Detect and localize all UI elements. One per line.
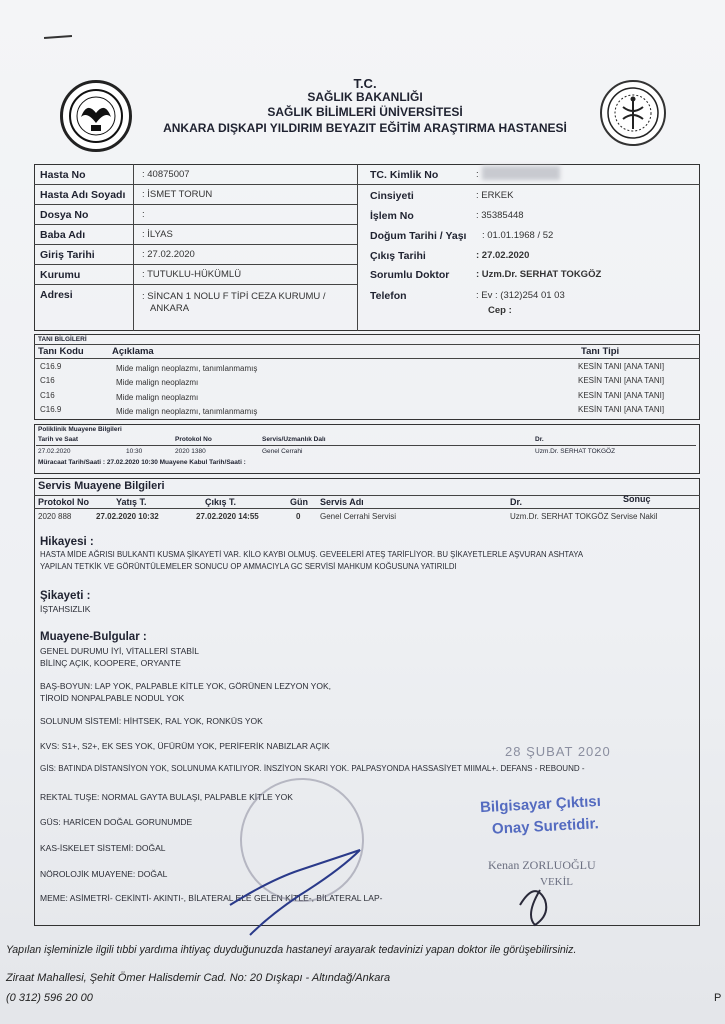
hasta-adi-value: : İSMET TORUN — [142, 189, 213, 200]
hikaye-title: Hikayesi : — [40, 536, 94, 548]
servis-dr-sonuc: Uzm.Dr. SERHAT TOKGÖZ Servise Nakil — [510, 512, 658, 521]
muayene-gus: GÜS: HARİCEN DOĞAL GORUNUMDE — [40, 817, 193, 827]
servis-protokol-header: Protokol No — [38, 497, 89, 507]
tani-kod: C16.9 — [40, 405, 62, 414]
sorumlu-doktor-label: Sorumlu Doktor — [370, 269, 450, 281]
poliklinik-servis: Genel Cerrahi — [262, 448, 303, 455]
cinsiyet-label: Cinsiyeti — [370, 190, 414, 202]
servis-cikis-header: Çıkış T. — [205, 497, 237, 507]
tc-kimlik-value: : — [476, 169, 479, 180]
sorumlu-doktor-value: : Uzm.Dr. SERHAT TOKGÖZ — [476, 269, 602, 280]
header-ministry: SAĞLIK BAKANLIĞI — [307, 90, 423, 104]
poliklinik-protokol: 2020 1380 — [175, 448, 206, 455]
servis-yatis: 27.02.2020 10:32 — [96, 512, 159, 521]
poliklinik-tarih-header: Tarih ve Saat — [38, 436, 78, 443]
dosya-no-value: : — [142, 209, 145, 220]
servis-dr-header: Dr. — [510, 497, 523, 507]
muayene-kas: KAS-İSKELET SİSTEMİ: DOĞAL — [40, 843, 166, 853]
muracaat-line: Müracaat Tarih/Saati : 27.02.2020 10:30 Muayene Kabul Tarih/Saati : — [38, 459, 246, 466]
header-hospital: ANKARA DIŞKAPI YILDIRIM BEYAZIT EĞİTİM ARAŞTIRMA HASTANESİ — [163, 121, 567, 135]
baba-adi-label: Baba Adı — [40, 229, 86, 241]
tani-kod: C16 — [40, 391, 55, 400]
header-tc: T.C. — [353, 76, 377, 91]
muayene-norolojik: NÖROLOJİK MUAYENE: DOĞAL — [40, 869, 168, 879]
dogum-tarihi-label: Doğum Tarihi / Yaşı — [370, 230, 467, 242]
tani-tip: KESİN TANI [ANA TANI] — [578, 376, 665, 385]
hasta-adi-label: Hasta Adı Soyadı — [40, 189, 126, 201]
aciklama-header: Açıklama — [112, 346, 154, 357]
muayene-title: Muayene-Bulgular : — [40, 631, 147, 643]
stamp-name: Kenan ZORLUOĞLU — [488, 858, 596, 872]
footer-phone: (0 312) 596 20 00 — [6, 992, 93, 1004]
servis-adi-header: Servis Adı — [320, 497, 364, 507]
adresi-value-1: : SİNCAN 1 NOLU F TİPİ CEZA KURUMU / — [142, 291, 326, 302]
tani-aciklama: Mide malign neoplazmı, tanımlanmamış — [116, 364, 258, 373]
muayene-rektal: REKTAL TUŞE: NORMAL GAYTA BULAŞI, PALPABLE KİTLE YOK — [40, 792, 293, 802]
servis-protokol: 2020 888 — [38, 512, 72, 521]
muayene-gis: GİS: BATINDA DİSTANSİYON YOK, SOLUNUMA KATILIYOR. İNSZİYON SKARI YOK. PALPASYONDA HASSASİYET MIIMAL+. DEFANS - REBOUND - — [40, 764, 585, 773]
islem-no-label: İşlem No — [370, 210, 414, 222]
dosya-no-label: Dosya No — [40, 209, 89, 221]
cinsiyet-value: : ERKEK — [476, 190, 514, 201]
tani-tip: KESİN TANI [ANA TANI] — [578, 362, 665, 371]
poliklinik-dr-header: Dr. — [535, 436, 544, 443]
poliklinik-dr: Uzm.Dr. SERHAT TOKGÖZ — [535, 448, 616, 455]
muayene-bas-1: BAŞ-BOYUN: LAP YOK, PALPABLE KİTLE YOK, GÖRÜNEN LEZYON YOK, — [40, 681, 331, 691]
dogum-tarihi-value: : 01.01.1968 / 52 — [482, 230, 554, 241]
tani-title: TANI BİLGİLERİ — [38, 336, 87, 343]
poliklinik-tarih: 27.02.2020 — [38, 448, 71, 455]
tani-aciklama: Mide malign neoplazmı — [116, 393, 199, 402]
tani-aciklama: Mide malign neoplazmı — [116, 378, 199, 387]
tani-kodu-header: Tanı Kodu — [38, 346, 84, 357]
servis-cikis: 27.02.2020 14:55 — [196, 512, 259, 521]
telefon-cep-value: Cep : — [488, 305, 512, 316]
tani-aciklama: Mide malign neoplazmı, tanımlanmamış — [116, 407, 258, 416]
tani-tip: KESİN TANI [ANA TANI] — [578, 391, 665, 400]
muayene-bas-2: TİROİD NONPALPABLE NODUL YOK — [40, 693, 185, 703]
giris-tarihi-value: : 27.02.2020 — [142, 249, 195, 260]
giris-tarihi-label: Giriş Tarihi — [40, 249, 95, 261]
tc-kimlik-label: TC. Kimlik No — [370, 169, 439, 181]
cikis-tarihi-value: : 27.02.2020 — [476, 250, 530, 261]
hikaye-line-2: YAPILAN TETKİK VE GÖRÜNTÜLEMELER SONUCU OP AMMACIYLA GC SERVİSİ MAHKUM KOĞUSUNA YATIRILDI — [40, 562, 457, 571]
telefon-label: Telefon — [370, 290, 407, 302]
sikayet-title: Şikayeti : — [40, 590, 91, 602]
tani-kod: C16.9 — [40, 362, 62, 371]
servis-gun-header: Gün — [290, 497, 308, 507]
poliklinik-servis-header: Servis/Uzmanlık Dalı — [262, 436, 326, 443]
muayene-genel-1: GENEL DURUMU İYİ, VİTALLERİ STABİL — [40, 646, 200, 656]
poliklinik-saat: 10:30 — [126, 448, 143, 455]
hasta-no-value: : 40875007 — [142, 169, 190, 180]
header-university: SAĞLIK BİLİMLERİ ÜNİVERSİTESİ — [267, 105, 463, 119]
hikaye-line-1: HASTA MİDE AĞRISI BULKANTI KUSMA ŞİKAYETİ VAR. KİLO KAYBI OLMUŞ. GEVEELERİ ATEŞ TARİFLİYOR. BU ŞİKAYETLERLE AŞVURAN ASHTAYA — [40, 550, 584, 559]
stamp-title: VEKİL — [540, 876, 573, 888]
tani-tipi-header: Tanı Tipi — [581, 346, 620, 357]
adresi-label: Adresi — [40, 289, 73, 301]
adresi-value-2: ANKARA — [150, 303, 190, 314]
cikis-tarihi-label: Çıkış Tarihi — [370, 250, 426, 262]
islem-no-value: : 35385448 — [476, 210, 524, 221]
footer-address: Ziraat Mahallesi, Şehit Ömer Halisdemir Cad. No: 20 Dışkapı - Altındağ/Ankara — [6, 972, 391, 984]
servis-yatis-header: Yatış T. — [116, 497, 147, 507]
kurumu-label: Kurumu — [40, 269, 81, 281]
tani-kod: C16 — [40, 376, 55, 385]
sikayet-text: İŞTAHSIZLIK — [40, 604, 91, 614]
poliklinik-title: Poliklinik Muayene Bilgileri — [38, 426, 122, 433]
servis-sonuc-header: Sonuç — [623, 494, 651, 504]
baba-adi-value: : İLYAS — [142, 229, 173, 240]
kurumu-value: : TUTUKLU-HÜKÜMLÜ — [142, 269, 242, 280]
tani-tip: KESİN TANI [ANA TANI] — [578, 405, 665, 414]
muayene-genel-2: BİLİNÇ AÇIK, KOOPERE, ORYANTE — [40, 658, 181, 668]
muayene-kvs: KVS: S1+, S2+, EK SES YOK, ÜFÜRÜM YOK, PERİFERİK NABIZLAR AÇIK — [40, 741, 330, 751]
footer-page-marker: P — [714, 992, 722, 1004]
muayene-solunum: SOLUNUM SİSTEMİ: HİHTSEK, RAL YOK, RONKÜS YOK — [40, 716, 263, 726]
servis-gun: 0 — [296, 512, 301, 521]
servis-adi: Genel Cerrahi Servisi — [320, 512, 397, 521]
muayene-meme: MEME: ASİMETRİ- CEKİNTİ- AKINTI-, BİLATERAL ELE GELEN KİTLE-, BİLATERAL LAP- — [40, 893, 383, 903]
stamp-computer-printout: Bilgisayar Çıktısı — [479, 792, 602, 817]
stamp-approved-copy: Onay Suretidir. — [491, 815, 600, 838]
stamp-date: 28 ŞUBAT 2020 — [505, 744, 611, 759]
telefon-ev-value: : Ev : (312)254 01 03 — [476, 290, 565, 301]
poliklinik-protokol-header: Protokol No — [175, 436, 212, 443]
hasta-no-label: Hasta No — [40, 169, 86, 181]
footer-info: Yapılan işleminizle ilgili tıbbi yardıma ihtiyaç duyduğunuzda hastaneyi arayarak tedavinizi yapan doktor ile görüşebilirsiniz. — [6, 944, 577, 956]
servis-muayene-title: Servis Muayene Bilgileri — [38, 480, 165, 492]
